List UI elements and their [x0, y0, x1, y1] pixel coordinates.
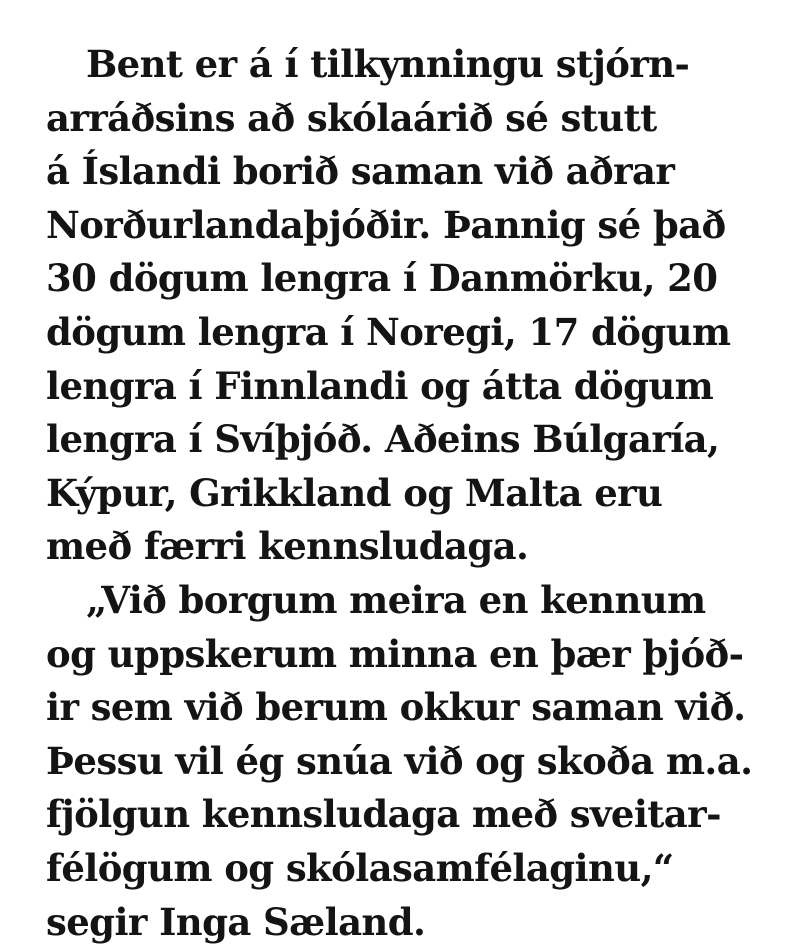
text-line: lengra í Svíþjóð. Aðeins Búlgaría,: [46, 413, 776, 467]
text-line: með færri kennsludaga.: [46, 520, 776, 574]
text-line: Norðurlandaþjóðir. Þannig sé það: [46, 199, 776, 253]
text-line: „Við borgum meira en kennum: [46, 574, 776, 628]
text-line: Bent er á í tilkynningu stjórn-: [46, 38, 776, 92]
text-line: á Íslandi borið saman við aðrar: [46, 145, 776, 199]
text-line: dögum lengra í Noregi, 17 dögum: [46, 306, 776, 360]
paragraph-1: [46, 38, 776, 574]
text-line: Þessu vil ég snúa við og skoða m.a.: [46, 735, 776, 789]
paragraph-2-quote: [46, 574, 776, 949]
text-line: og uppskerum minna en þær þjóð-: [46, 628, 776, 682]
text-line: ir sem við berum okkur saman við.: [46, 681, 776, 735]
text-line: Kýpur, Grikkland og Malta eru: [46, 467, 776, 521]
article-body: [46, 38, 776, 949]
text-line: félögum og skólasamfélaginu,“: [46, 842, 776, 896]
text-line: lengra í Finnlandi og átta dögum: [46, 360, 776, 414]
text-line: segir Inga Sæland.: [46, 896, 776, 949]
text-line: fjölgun kennsludaga með sveitar-: [46, 788, 776, 842]
text-line: arráðsins að skólaárið sé stutt: [46, 92, 776, 146]
text-line: 30 dögum lengra í Danmörku, 20: [46, 252, 776, 306]
